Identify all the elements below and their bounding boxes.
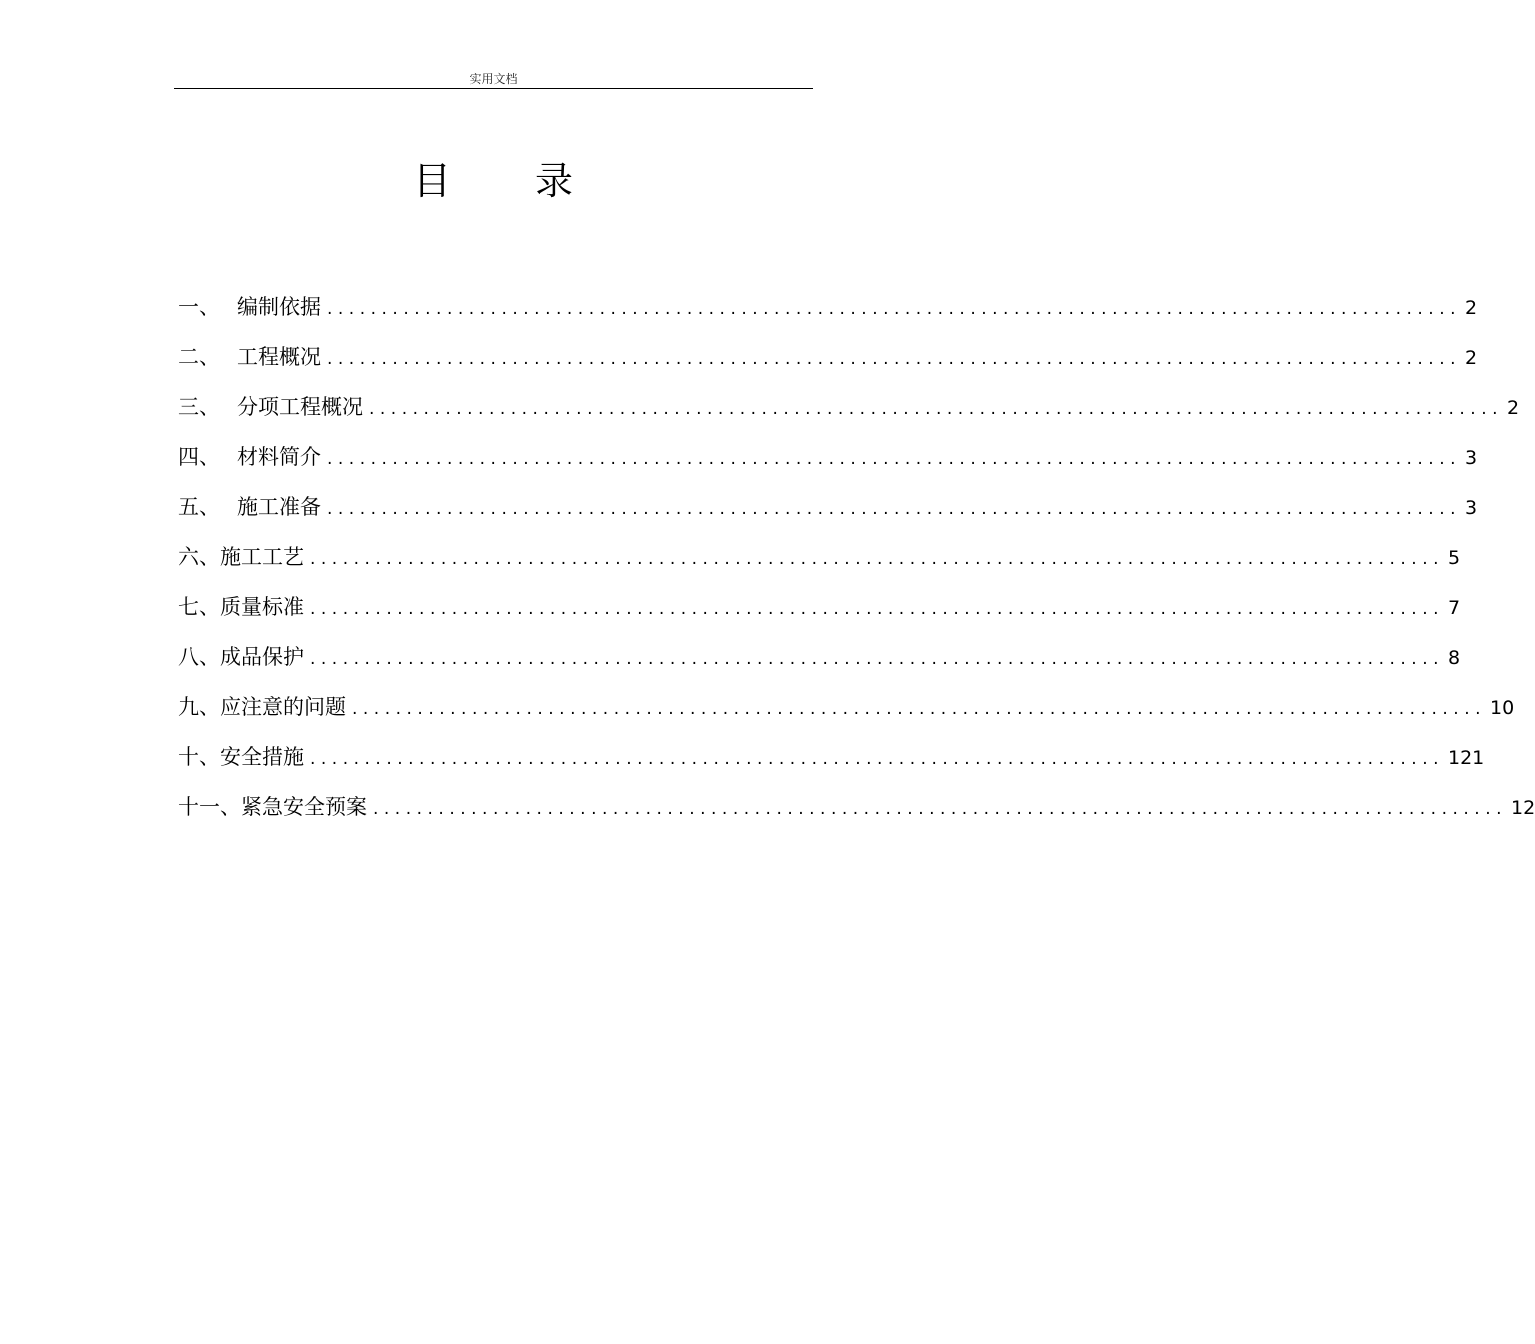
toc-entry[interactable] [178, 332, 1478, 382]
toc-entry-label: 材料简介 [237, 445, 321, 469]
toc-entry-page: 12 [1511, 797, 1535, 819]
toc-list [178, 282, 1535, 832]
toc-entry[interactable] [178, 482, 1478, 532]
toc-entry-number: 六、 [178, 545, 220, 569]
toc-entry-number: 一、 [178, 295, 220, 319]
toc-leader-dots: ........................................................................................................ [310, 749, 1444, 769]
toc-entry-number: 八、 [178, 645, 220, 669]
toc-entry[interactable] [178, 632, 1461, 682]
toc-leader-dots: ........................................................................................................ [310, 549, 1444, 569]
toc-entry-label: 施工准备 [237, 495, 321, 519]
toc-title-char-2: 录 [535, 159, 574, 203]
toc-entry-label: 工程概况 [237, 345, 321, 369]
toc-entry-page: 7 [1448, 597, 1461, 619]
toc-entry-number: 五、 [178, 495, 220, 519]
toc-entry[interactable] [178, 732, 1485, 782]
toc-entry-page: 8 [1448, 647, 1461, 669]
toc-entry-number: 十一、 [178, 795, 241, 819]
toc-entry[interactable] [178, 432, 1478, 482]
toc-entry-number: 二、 [178, 345, 220, 369]
toc-entry-label: 质量标准 [220, 595, 304, 619]
toc-leader-dots: ........................................................................................................ [373, 799, 1507, 819]
toc-title-char-1: 目 [413, 159, 452, 203]
toc-entry-label: 安全措施 [220, 745, 304, 769]
toc-entry-label: 成品保护 [220, 645, 304, 669]
toc-entry[interactable] [178, 582, 1461, 632]
toc-leader-dots: ........................................................................................................ [369, 399, 1503, 419]
toc-leader-dots: ........................................................................................................ [310, 649, 1444, 669]
toc-leader-dots: ........................................................................................................ [327, 449, 1461, 469]
toc-entry[interactable] [178, 282, 1478, 332]
toc-entry-page: 2 [1465, 347, 1478, 369]
toc-entry-label: 编制依据 [237, 295, 321, 319]
toc-entry[interactable] [178, 532, 1461, 582]
toc-entry[interactable] [178, 382, 1520, 432]
toc-entry-number: 九、 [178, 695, 220, 719]
toc-entry-page: 3 [1465, 497, 1478, 519]
toc-leader-dots: ........................................................................................................ [310, 599, 1444, 619]
toc-title [0, 156, 950, 206]
toc-entry-page: 3 [1465, 447, 1478, 469]
toc-entry-number: 四、 [178, 445, 220, 469]
toc-entry-page: 10 [1490, 697, 1515, 719]
toc-entry[interactable] [178, 782, 1535, 832]
toc-leader-dots: ........................................................................................................ [327, 499, 1461, 519]
toc-entry-label: 分项工程概况 [237, 395, 363, 419]
toc-entry-page: 121 [1448, 747, 1485, 769]
toc-entry-page: 2 [1465, 297, 1478, 319]
toc-entry-label: 紧急安全预案 [241, 795, 367, 819]
toc-entry-number: 七、 [178, 595, 220, 619]
toc-entry-number: 十、 [178, 745, 220, 769]
toc-leader-dots: ........................................................................................................ [352, 699, 1486, 719]
toc-entry-label: 应注意的问题 [220, 695, 346, 719]
toc-entry-page: 5 [1448, 547, 1461, 569]
header-rule [174, 88, 813, 89]
toc-entry-label: 施工工艺 [220, 545, 304, 569]
toc-entry[interactable] [178, 682, 1515, 732]
toc-leader-dots: ........................................................................................................ [327, 349, 1461, 369]
toc-entry-page: 2 [1507, 397, 1520, 419]
toc-entry-number: 三、 [178, 395, 220, 419]
toc-leader-dots: ........................................................................................................ [327, 299, 1461, 319]
running-header: 实用文档 [469, 72, 518, 86]
